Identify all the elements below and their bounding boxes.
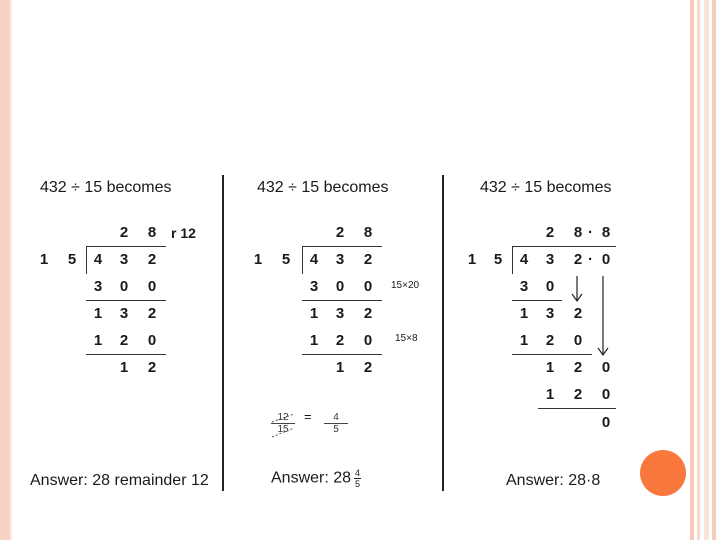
fraction-denominator: 5 <box>355 479 361 489</box>
dividend-digit: 4 <box>309 251 319 268</box>
answer-fraction <box>354 468 361 489</box>
remainder-digit: 2 <box>147 359 157 376</box>
divisor-digit: 5 <box>67 251 77 268</box>
work-digit: 2 <box>573 305 583 322</box>
dividend-digit: 2 <box>363 251 373 268</box>
work-digit: 2 <box>363 305 373 322</box>
dividend-digit: 2 <box>573 251 583 268</box>
work-digit: 2 <box>335 332 345 349</box>
panel-divider <box>222 175 224 491</box>
fraction-denominator: 5 <box>333 424 339 435</box>
remainder-digit: 2 <box>363 359 373 376</box>
remainder-digit: 0 <box>601 414 611 431</box>
quotient-digit: 8 <box>147 224 157 241</box>
work-digit: 1 <box>93 332 103 349</box>
divisor-digit: 1 <box>253 251 263 268</box>
remainder-digit: 1 <box>119 359 129 376</box>
panel-title: 432 ÷ 15 becomes <box>480 179 612 196</box>
work-digit: 1 <box>545 386 555 403</box>
quotient-digit: 2 <box>119 224 129 241</box>
work-digit: 0 <box>147 278 157 295</box>
work-digit: 3 <box>335 305 345 322</box>
decorative-circle <box>640 450 686 496</box>
divisor-digit: 5 <box>281 251 291 268</box>
division-bar <box>302 246 382 247</box>
work-digit: 0 <box>601 359 611 376</box>
slide-frame-left-inner <box>10 0 12 540</box>
remainder-label: r 12 <box>171 225 196 241</box>
fraction-numerator: 4 <box>324 412 348 424</box>
subtraction-line <box>538 408 616 409</box>
work-digit: 0 <box>335 278 345 295</box>
division-bracket <box>302 246 303 274</box>
work-digit: 3 <box>93 278 103 295</box>
subtraction-line <box>512 300 562 301</box>
work-digit: 2 <box>573 359 583 376</box>
work-digit: 0 <box>147 332 157 349</box>
slide-frame-right <box>712 0 716 540</box>
work-digit: 3 <box>309 278 319 295</box>
work-digit: 0 <box>601 386 611 403</box>
equals-sign: = <box>304 409 312 424</box>
work-digit: 2 <box>573 386 583 403</box>
divisor-digit: 5 <box>493 251 503 268</box>
work-digit: 0 <box>363 278 373 295</box>
fraction-denominator: 15 <box>277 424 289 435</box>
work-digit: 2 <box>119 332 129 349</box>
division-bar <box>86 246 166 247</box>
work-digit: 1 <box>519 332 529 349</box>
work-digit: 1 <box>309 305 319 322</box>
division-bar <box>512 246 616 247</box>
slide-frame-left <box>0 0 10 540</box>
answer-text: Answer: 28 remainder 12 <box>30 472 209 489</box>
quotient-digit: 8 <box>573 224 583 241</box>
decimal-point: · <box>588 251 593 268</box>
slide-frame-right <box>690 0 694 540</box>
subtraction-line <box>302 300 382 301</box>
remainder-digit: 1 <box>335 359 345 376</box>
quotient-digit: 8 <box>363 224 373 241</box>
dividend-digit: 4 <box>519 251 529 268</box>
answer-text: Answer: 28·8 <box>506 472 601 489</box>
multiplier-note: 15×8 <box>395 333 418 344</box>
division-bracket <box>512 246 513 274</box>
dividend-digit: 3 <box>335 251 345 268</box>
dividend-digit: 4 <box>93 251 103 268</box>
divisor-digit: 1 <box>39 251 49 268</box>
panel-divider <box>442 175 444 491</box>
work-digit: 1 <box>309 332 319 349</box>
work-digit: 3 <box>119 305 129 322</box>
work-digit: 1 <box>519 305 529 322</box>
answer-text <box>271 468 361 489</box>
work-digit: 2 <box>545 332 555 349</box>
work-digit: 3 <box>545 305 555 322</box>
work-digit: 0 <box>545 278 555 295</box>
dividend-digit: 2 <box>147 251 157 268</box>
work-digit: 0 <box>573 332 583 349</box>
subtraction-line <box>86 354 166 355</box>
panel-title: 432 ÷ 15 becomes <box>257 179 389 196</box>
multiplier-note: 15×20 <box>391 280 420 291</box>
panel-title: 432 ÷ 15 becomes <box>40 179 172 196</box>
simplified-fraction <box>324 412 348 435</box>
work-digit: 1 <box>93 305 103 322</box>
subtraction-line <box>86 300 166 301</box>
slide-frame-right <box>704 0 709 540</box>
fraction-numerator: 12 <box>271 412 295 424</box>
dividend-digit: 0 <box>601 251 611 268</box>
work-digit: 2 <box>147 305 157 322</box>
slide-frame-right <box>697 0 700 540</box>
work-digit: 1 <box>545 359 555 376</box>
strike-marks <box>268 410 298 440</box>
dividend-digit: 3 <box>545 251 555 268</box>
divisor-digit: 1 <box>467 251 477 268</box>
quotient-digit: 2 <box>335 224 345 241</box>
fraction-numerator: 4 <box>355 468 361 478</box>
division-bracket <box>86 246 87 274</box>
quotient-digit: 2 <box>545 224 555 241</box>
work-digit: 0 <box>363 332 373 349</box>
dividend-digit: 3 <box>119 251 129 268</box>
answer-prefix: Answer: 28 <box>271 469 352 487</box>
decimal-point: · <box>588 224 593 241</box>
subtraction-line <box>302 354 382 355</box>
work-digit: 3 <box>519 278 529 295</box>
bring-down-arrows <box>566 272 616 362</box>
work-digit: 0 <box>119 278 129 295</box>
quotient-digit: 8 <box>601 224 611 241</box>
